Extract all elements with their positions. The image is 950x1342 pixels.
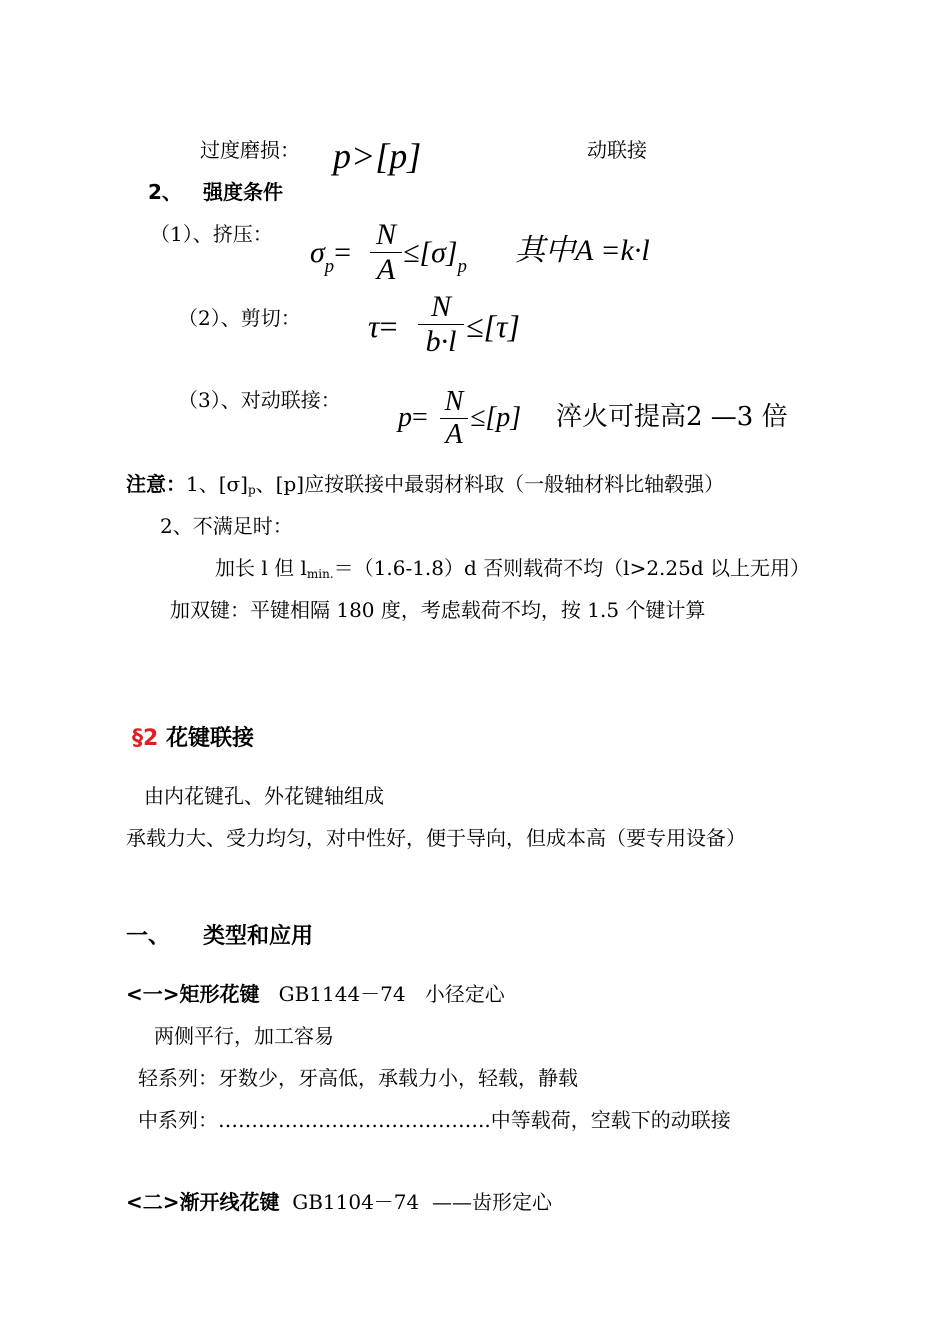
- types-heading: 类型和应用: [203, 924, 314, 949]
- compression-lhs: $\sigma_p=$: [310, 236, 352, 277]
- fraction-denominator: b·l: [425, 325, 457, 358]
- rect-spline-line: <一>矩形花键 GB1144－74 小径定心: [126, 982, 505, 1006]
- fraction-numerator: N: [444, 386, 464, 417]
- strength-heading: 强度条件: [203, 180, 283, 204]
- wear-note: 动联接: [587, 138, 647, 162]
- types-heading-num: 一、: [126, 924, 171, 949]
- shear-fraction: [418, 292, 464, 357]
- notes-line4: 加双键：平键相隔 180 度，考虑载荷不均，按 1.5 个键计算: [170, 598, 706, 622]
- shear-rhs: ≤[τ]: [466, 308, 520, 344]
- notes-label: 注意：: [126, 472, 186, 496]
- rect-line3: 中系列：…………………………………..中等载荷，空载下的动联接: [138, 1108, 731, 1132]
- notes-line1: 注意：1、[σ]p、[p]应按联接中最弱材料取（一般轴材料比轴毂强）: [126, 472, 725, 497]
- dynamic-label: （3）、对动联接：: [178, 388, 341, 412]
- wear-formula: p>[p]: [333, 136, 422, 176]
- section-mark: §2: [132, 726, 159, 751]
- notes-line3: 加长 l 但 lmin.＝（1.6-1.8）d 否则载荷不均（l>2.25d 以上无用）: [215, 556, 811, 581]
- dynamic-extra: 淬火可提高2 —3 倍: [556, 402, 788, 432]
- fraction-numerator: N: [375, 218, 396, 251]
- section2-p2: 承载力大、受力均匀，对中性好，便于导向，但成本高（要专用设备）: [126, 826, 746, 850]
- dynamic-lhs: p=: [398, 402, 428, 433]
- fraction-denominator: A: [376, 253, 396, 286]
- rect-line2: 轻系列：牙数少，牙高低，承载力小，轻载，静载: [138, 1066, 578, 1090]
- section2-p1: 由内花键孔、外花键轴组成: [144, 784, 384, 808]
- rect-line1: 两侧平行，加工容易: [154, 1024, 334, 1048]
- dynamic-fraction: [440, 388, 468, 449]
- notes-line2: 2、不满足时：: [160, 514, 293, 538]
- involute-spline-line: <二>渐开线花键 GB1104－74 ——齿形定心: [126, 1190, 552, 1214]
- compression-fraction: [370, 220, 402, 285]
- compression-extra: 其中A =k·l: [515, 234, 650, 267]
- strength-heading-num: 2、: [148, 180, 182, 204]
- dynamic-rhs: ≤[p]: [470, 402, 522, 433]
- wear-label: 过度磨损：: [200, 138, 300, 162]
- fraction-denominator: A: [445, 419, 463, 450]
- shear-label: （2）、剪切：: [178, 306, 301, 330]
- shear-lhs: τ=: [368, 308, 398, 344]
- section2-heading: §2 花键联接: [132, 726, 254, 751]
- compression-rhs: $\le[\sigma]_p$: [403, 236, 467, 277]
- fraction-numerator: N: [430, 290, 451, 323]
- compression-label: （1）、挤压：: [150, 222, 273, 246]
